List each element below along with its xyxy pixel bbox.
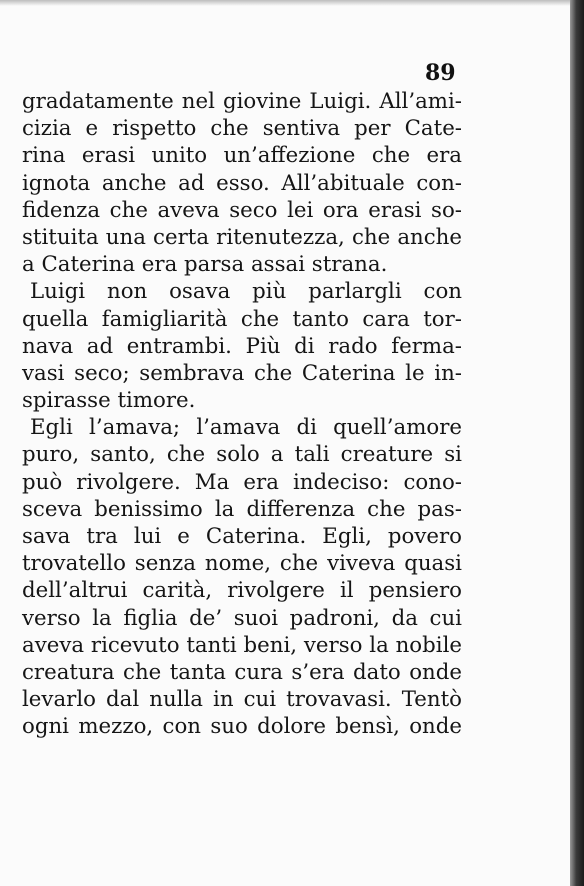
text-line: spirasse timore.: [22, 388, 196, 414]
text-line: trovatello senza nome, che viveva quasi: [22, 551, 462, 577]
text-line: levarlo dal nulla in cui trovavasi. Tentò: [22, 687, 462, 713]
text-line: aveva ricevuto tanti beni, verso la nobile: [22, 632, 462, 658]
text-line: sava tra lui e Caterina. Egli, povero: [22, 524, 462, 549]
text-line: Luigi non osava più parlargli con: [30, 279, 462, 305]
text-line: a Caterina era parsa assai strana.: [22, 252, 388, 278]
text-line: cizia e rispetto che sentiva per Cate-: [22, 116, 462, 142]
text-line: puro, santo, che solo a tali creature si: [22, 442, 462, 468]
text-line: quella famigliarità che tanto cara tor-: [22, 306, 462, 332]
text-line: vasi seco; sembrava che Caterina le in-: [22, 360, 462, 386]
text-line: dell’altrui carità, rivolgere il pensiero: [22, 578, 462, 604]
text-line: creatura che tanta cura s’era dato onde: [22, 659, 462, 685]
page-number: 89: [425, 60, 456, 86]
text-line: rina erasi unito un’affezione che era: [22, 143, 462, 169]
page-top-shadow: [0, 0, 584, 6]
text-line: può rivolgere. Ma era indeciso: cono-: [22, 469, 462, 495]
text-line: ignota anche ad esso. All’abituale con-: [22, 170, 462, 196]
text-line: nava ad entrambi. Più di rado ferma-: [22, 333, 462, 359]
body-text: [22, 88, 462, 741]
text-line: verso la figlia de’ suoi padroni, da cui: [22, 605, 462, 631]
text-line: sceva benissimo la differenza che pas-: [22, 496, 462, 522]
text-line: ogni mezzo, con suo dolore bensì, onde: [22, 714, 462, 740]
text-line: Egli l’amava; l’amava di quell’amore: [30, 415, 462, 441]
text-line: fidenza che aveva seco lei ora erasi so-: [22, 197, 462, 223]
text-line: gradatamente nel giovine Luigi. All’ami-: [22, 89, 462, 114]
book-binding-edge: [570, 0, 584, 886]
text-line: stituita una certa ritenutezza, che anche: [22, 224, 462, 250]
